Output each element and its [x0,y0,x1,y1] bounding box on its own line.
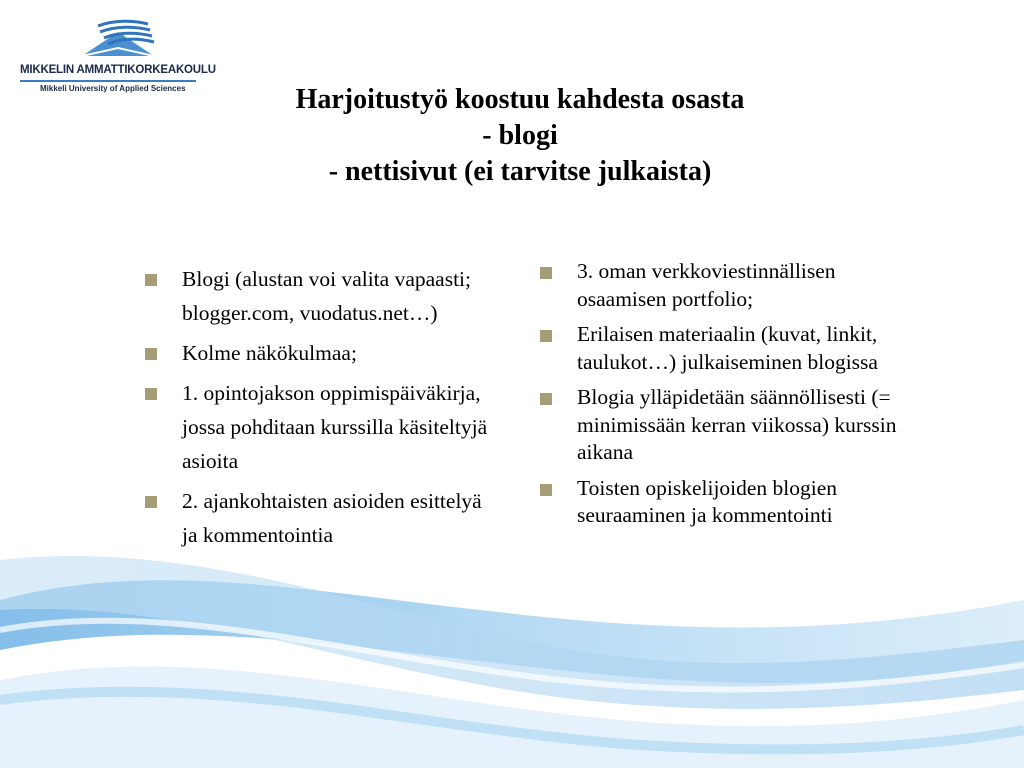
list-item [540,384,920,467]
logo-divider [20,80,196,82]
list-item-text: Erilaisen materiaalin (kuvat, linkit, taulukot…) julkaiseminen blogissa [577,322,878,374]
right-bullet-list [540,258,920,538]
list-item-text: Kolme näkökulmaa; [182,341,357,365]
list-item-text: Toisten opiskelijoiden blogien seuraaminen ja kommentointi [577,475,838,527]
left-bullet-list [145,262,495,558]
title-line-1: Harjoitustyö koostuu kahdesta osasta [295,84,745,115]
university-logo [20,18,216,100]
square-bullet-icon [540,267,552,279]
square-bullet-icon [540,484,552,496]
list-item [145,376,495,478]
square-bullet-icon [145,496,157,508]
square-bullet-icon [145,274,157,286]
list-item [145,484,495,552]
list-item [540,258,920,313]
list-item-text: 3. oman verkkoviestinnällisen osaamisen portfolio; [577,259,836,311]
list-item [540,321,920,376]
list-item-text: Blogia ylläpidetään säännöllisesti (= minimissään kerran viikossa) kurssin aikana [577,385,897,464]
title-line-2: - blogi [482,120,558,151]
logo-subtitle: Mikkeli University of Applied Sciences [40,84,186,93]
square-bullet-icon [540,393,552,405]
list-item [540,475,920,530]
square-bullet-icon [145,388,157,400]
slide-title [200,82,840,190]
logo-waves-icon [78,18,158,60]
square-bullet-icon [145,348,157,360]
list-item [145,336,495,370]
square-bullet-icon [540,330,552,342]
list-item-text: 1. opintojakson oppimispäiväkirja, jossa pohditaan kurssilla käsiteltyjä asioita [182,381,488,473]
list-item [145,262,495,330]
logo-name: MIKKELIN AMMATTIKORKEAKOULU [20,64,216,76]
list-item-text: 2. ajankohtaisten asioiden esittelyä ja kommentointia [182,489,482,547]
title-line-3: - nettisivut (ei tarvitse julkaista) [328,156,712,187]
list-item-text: Blogi (alustan voi valita vapaasti; blogger.com, vuodatus.net…) [182,267,471,325]
